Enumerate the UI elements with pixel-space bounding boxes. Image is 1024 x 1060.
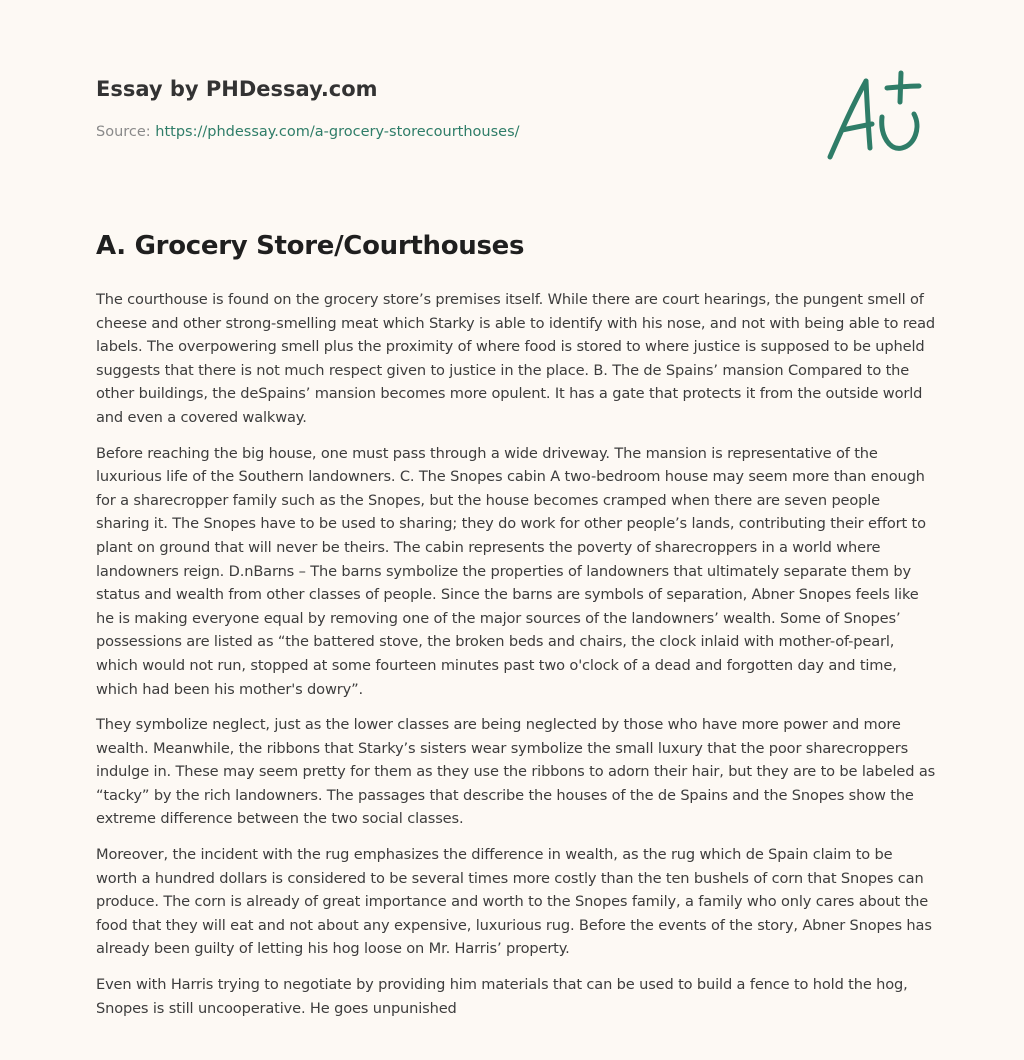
source-line <box>96 122 796 142</box>
source-link[interactable]: https://phdessay.com/a-grocery-storecourthouses/ <box>155 124 520 140</box>
article-paragraph: They symbolize neglect, just as the lower classes are being neglected by those who have more power and more wealth. Meanwhile, the ribbons that Starky’s sisters wear symbolize the small luxury that the poor sharecroppers indulge in. These may seem pretty for them as they use the ribbons to adorn their hair, but they are to be labeled as “tacky” by the rich landowners. The passages that describe the houses of the de Spains and the Snopes show the extreme difference between the two social classes. <box>96 716 936 828</box>
article-paragraph: Moreover, the incident with the rug emphasizes the difference in wealth, as the rug which de Spain claim to be worth a hundred dollars is considered to be several times more costly than the ten bushels of corn that Snopes can produce. The corn is already of great importance and worth to the Snopes family, a family who only cares about the food that they will eat and not about any expensive, luxurious rug. Before the events of the story, Abner Snopes has already been guilty of letting his hog loose on Mr. Harris’ property. <box>96 846 932 958</box>
article-paragraph: The courthouse is found on the grocery store’s premises itself. While there are court hearings, the pungent smell of cheese and other strong-smelling meat which Starky is able to identify with his nose, and not with being able to read labels. The overpowering smell plus the proximity of where food is stored to where justice is supposed to be upheld suggests that there is not much respect given to justice in the place. B. The de Spains’ mansion Compared to the other buildings, the deSpains’ mansion becomes more opulent. It has a gate that protects it from the outside world and even a covered walkway. <box>96 291 935 426</box>
article-paragraph: Even with Harris trying to negotiate by providing him materials that can be used to build a fence to hold the hog, Snopes is still uncooperative. He goes unpunished <box>96 976 908 1017</box>
article <box>96 226 936 1032</box>
article-title: A. Grocery Store/Courthouses <box>96 231 525 261</box>
source-label: Source: <box>96 124 156 140</box>
brand-title: Essay by PHDessay.com <box>96 77 378 101</box>
a-plus-logo-icon <box>822 68 932 168</box>
site-header <box>96 74 796 142</box>
article-paragraph: Before reaching the big house, one must pass through a wide driveway. The mansion is representative of the luxurious life of the Southern landowners. C. The Snopes cabin A two-bedroom house may seem more than enough for a sharecropper family such as the Snopes, but the house becomes cramped when there are seven people sharing it. The Snopes have to be used to sharing; they do work for other people’s lands, contributing their effort to plant on ground that will never be theirs. The cabin represents the poverty of sharecroppers in a world where landowners reign. D.nBarns – The barns symbolize the properties of landowners that ultimately separate them by status and wealth from other classes of people. Since the barns are symbols of separation, Abner Snopes feels like he is making everyone equal by removing one of the major sources of the landowners’ wealth. Some of Snopes’ possessions are listed as “the battered stove, the broken beds and chairs, the clock inlaid with mother-of-pearl, which would not run, stopped at some fourteen minutes past two o'clock of a dead and forgotten day and time, which had been his mother's dowry”. <box>96 444 926 698</box>
